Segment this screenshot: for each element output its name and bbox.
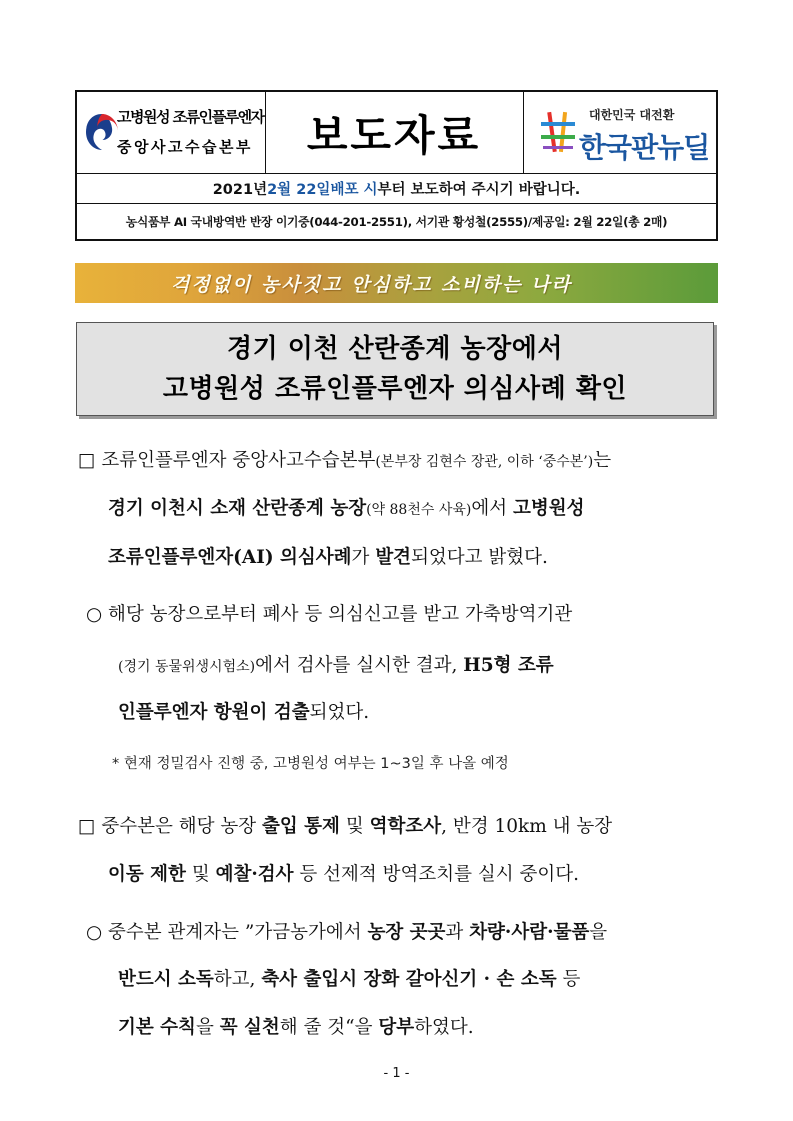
text-run: 과 (445, 922, 470, 943)
text-run: 기본 수칙 (118, 1017, 196, 1038)
text-run: 출입 통제 (262, 816, 340, 837)
text-run: 에서 (471, 498, 513, 519)
text-run: 경기 이천시 소재 산란종계 농장 (108, 498, 367, 519)
headline-box (76, 322, 714, 416)
slogan-banner (75, 263, 718, 303)
text-run: (약 88천수 사육) (366, 502, 472, 518)
text-run: (경기 동물위생시험소) (118, 659, 256, 675)
organization-name-line1: 고병원성 조류인플루엔자 (117, 108, 264, 126)
text-run: 인플루엔자 항원이 검출 (118, 702, 310, 723)
text-run: 및 (185, 864, 216, 885)
government-emblem-icon (83, 110, 121, 154)
text-run: 하였다. (414, 1017, 474, 1038)
text-run: 등 선제적 방역조치를 실시 중이다. (293, 864, 579, 885)
text-run: 해 줄 것“을 (279, 1017, 379, 1038)
document-title: 보도자료 (306, 110, 482, 160)
circle-bullet: ○ (86, 604, 103, 625)
release-notice (77, 173, 716, 204)
text-run: 당부 (378, 1017, 415, 1038)
release-time: 배포 시 (330, 181, 378, 198)
square-bullet: □ (78, 450, 96, 471)
paragraph1-line1 (78, 446, 611, 472)
page-number: - 1 - (383, 1066, 410, 1081)
text-run: 역학조사 (369, 816, 442, 837)
release-date: 2월 22일 (267, 181, 331, 198)
text-run: 되었다. (309, 702, 370, 723)
text-run: 중수본 관계자는 ”가금농가에서 (108, 922, 368, 943)
text-run: 이동 제한 (108, 864, 186, 885)
press-release-header (75, 90, 718, 241)
text-run: 을 (589, 922, 608, 943)
text-run: 는 (593, 450, 612, 471)
organization-cell (77, 92, 266, 173)
header-top-row (77, 92, 716, 174)
subpoint2-line1 (86, 918, 607, 944)
paragraph1-line3 (108, 543, 548, 569)
text-run: 해당 농장으로부터 폐사 등 의심신고를 받고 가축방역기관 (108, 604, 573, 625)
paragraph2-line1 (78, 812, 612, 838)
subpoint2-line3 (118, 1013, 474, 1039)
title-cell (265, 92, 524, 173)
slogan-text: 걱정없이 농사짓고 안심하고 소비하는 나라 (171, 273, 572, 296)
text-run: 하고, (213, 969, 262, 990)
new-deal-title: 한국판뉴딜 (579, 131, 710, 164)
text-run: 중수본은 해당 농장 (101, 816, 262, 837)
text-run: H5형 조류 (463, 655, 554, 676)
release-suffix: 부터 보도하여 주시기 바랍니다. (377, 181, 581, 198)
text-run: 등 (556, 969, 581, 990)
text-run: 농장 곳곳 (367, 922, 446, 943)
subpoint1-line3 (118, 698, 369, 724)
square-bullet: □ (78, 816, 96, 837)
text-run: 꼭 실천 (219, 1017, 280, 1038)
subpoint2-line2 (118, 965, 580, 991)
release-prefix: 2021년 (212, 181, 268, 198)
paragraph2-line2 (108, 860, 579, 886)
organization-name-line2: 중앙사고수습본부 (117, 138, 253, 156)
text-run: 축사 출입시 장화 갈아신기 · 손 소독 (261, 969, 557, 990)
text-run: 가 (351, 547, 376, 568)
text-run: 고병원성 (512, 498, 585, 519)
text-run: 예찰·검사 (215, 864, 294, 885)
text-run: 을 (195, 1017, 220, 1038)
text-run: , 반경 10km 내 농장 (441, 816, 613, 837)
text-run: 차량·사람·물품 (469, 922, 590, 943)
text-run: 조류인플루엔자 중앙사고수습본부 (101, 450, 376, 471)
circle-bullet: ○ (86, 922, 103, 943)
subpoint1-line2 (118, 651, 554, 677)
text-run: 발견 (375, 547, 412, 568)
new-deal-cell (523, 92, 716, 173)
text-run: 조류인플루엔자(AI) 의심사례 (108, 547, 352, 568)
text-run: 되었다고 밝혔다. (411, 547, 548, 568)
headline-line2: 고병원성 조류인플루엔자 의심사례 확인 (162, 374, 628, 404)
subpoint1-line1 (86, 600, 572, 626)
footnote: * 현재 정밀검사 진행 중, 고병원성 여부는 1~3일 후 나올 예정 (112, 756, 509, 772)
text-run: 에서 검사를 실시한 결과, (255, 655, 464, 676)
new-deal-subtitle: 대한민국 대전환 (589, 108, 675, 122)
paragraph1-line2 (108, 494, 584, 520)
text-run: 반드시 소독 (118, 969, 214, 990)
text-run: (본부장 김현수 장관, 이하 ‘중수본’) (375, 454, 594, 470)
contact-info: 농식품부 AI 국내방역반 반장 이기중(044-201-2551), 서기관 황성철(2555)/제공일: 2월 22일(총 2매) (125, 215, 668, 229)
headline-line1: 경기 이천 산란종계 농장에서 (226, 334, 564, 364)
text-run: 및 (339, 816, 370, 837)
new-deal-logo-icon (539, 106, 577, 158)
